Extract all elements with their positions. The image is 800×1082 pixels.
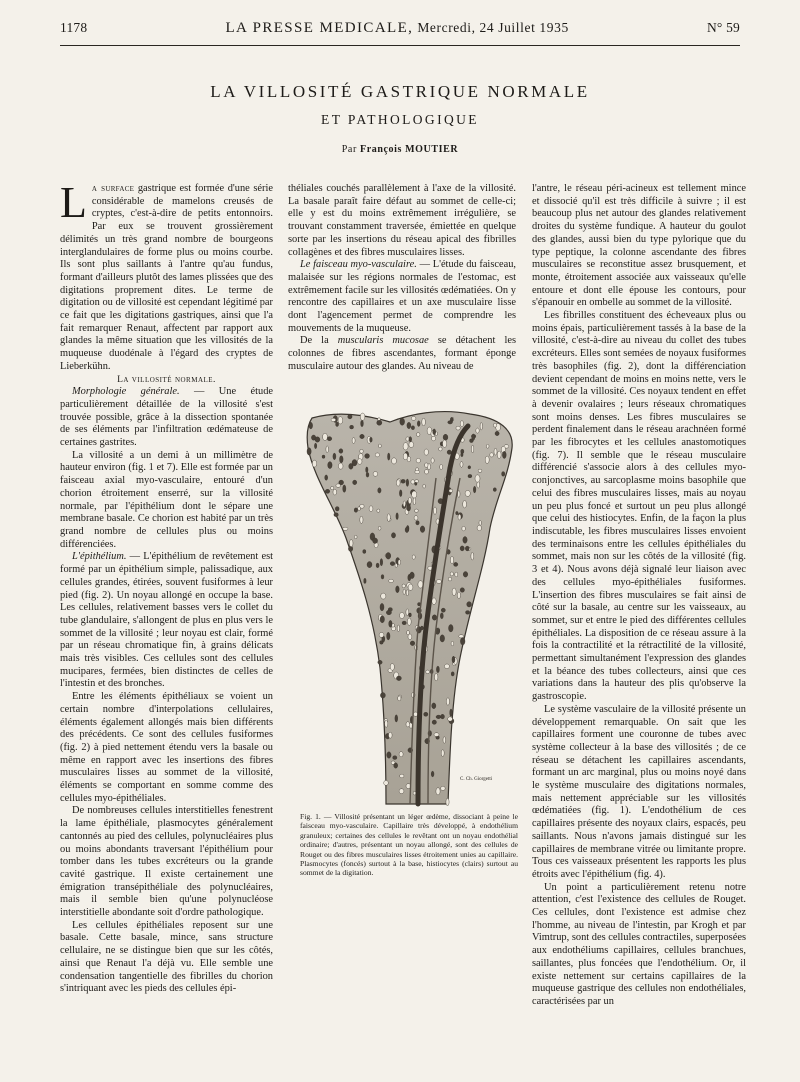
running-header xyxy=(60,20,740,46)
cell-nucleus xyxy=(326,446,329,453)
cell-nucleus xyxy=(370,437,373,442)
paragraph: Morphologie générale. — Une étude particulièrement détaillée de la villosité s'est trouvée possible, grâce à la dissection spontanée de ses éléments par l'infiltration œdémateuse de certaines gastrites. xyxy=(60,386,273,449)
issue-date: Mercredi, 24 Juillet 1935 xyxy=(417,20,569,35)
cell-nucleus xyxy=(439,447,443,451)
cell-nucleus xyxy=(387,752,391,758)
cell-nucleus xyxy=(354,508,357,512)
cell-nucleus xyxy=(450,572,453,576)
cell-nucleus xyxy=(389,732,393,738)
cell-nucleus xyxy=(502,451,506,458)
cell-nucleus xyxy=(409,442,414,448)
cell-nucleus xyxy=(460,588,464,593)
cell-nucleus xyxy=(406,479,409,486)
cell-nucleus xyxy=(325,489,330,493)
cell-nucleus xyxy=(435,673,438,680)
cell-nucleus xyxy=(463,537,467,544)
cell-nucleus xyxy=(331,418,336,421)
cell-nucleus xyxy=(390,664,394,671)
paragraph: Le système vasculaire de la villosité présente un développement remarquable. On sait que les capillaires forment une couronne de tubes avec système collecteur à la base des villosités ; de ce réseau se détachent les capillaires ascendants, formant un arc marginal, plus ou moins noyé dans le système musculaire des digitations normales, mais nettement appréciable sur les villosités œdématiées (fig. 1). L'endothélium de ces capillaires présente des noyaux clairs, espacés, peu saillants. Nous n'avons jamais distingué sur les capillaires de membrane vitrée ou limitante propre. Tous ces vaisseaux présentent les rapports les plus étroits avec l'épithélium (fig. 4). xyxy=(532,703,746,880)
cell-nucleus xyxy=(385,720,388,727)
cell-nucleus xyxy=(460,638,465,645)
cell-nucleus xyxy=(333,489,337,495)
cell-nucleus xyxy=(361,420,364,426)
cell-nucleus xyxy=(432,436,436,441)
cell-nucleus xyxy=(450,556,453,563)
cell-nucleus xyxy=(441,750,444,757)
cell-nucleus xyxy=(434,733,439,737)
cell-nucleus xyxy=(448,577,451,581)
cell-nucleus xyxy=(327,437,332,441)
cell-nucleus xyxy=(471,552,474,560)
cell-nucleus xyxy=(315,437,320,442)
cell-nucleus xyxy=(394,763,398,768)
cell-nucleus xyxy=(452,656,455,663)
cell-nucleus xyxy=(373,472,378,477)
cell-nucleus xyxy=(446,798,449,805)
cell-nucleus xyxy=(475,475,480,482)
cell-nucleus xyxy=(466,611,470,615)
cell-nucleus xyxy=(417,421,420,427)
cell-nucleus xyxy=(358,507,361,511)
cell-nucleus xyxy=(396,480,400,486)
author-name: François MOUTIER xyxy=(360,144,459,155)
cell-nucleus xyxy=(460,546,464,551)
cell-nucleus xyxy=(497,451,501,458)
cell-nucleus xyxy=(465,490,470,496)
cell-nucleus xyxy=(399,789,404,794)
cell-nucleus xyxy=(353,480,357,485)
illustrator-signature: C. Ch. Giorgetti xyxy=(460,777,493,782)
cell-nucleus xyxy=(367,562,372,568)
cell-nucleus xyxy=(387,632,390,640)
cell-nucleus xyxy=(375,453,379,457)
cell-nucleus xyxy=(325,475,328,480)
cell-nucleus xyxy=(479,521,481,526)
cell-nucleus xyxy=(406,722,410,727)
cell-nucleus xyxy=(457,592,460,599)
cell-nucleus xyxy=(397,625,399,632)
cell-nucleus xyxy=(373,538,378,544)
cell-nucleus xyxy=(444,664,449,669)
cell-nucleus xyxy=(410,572,415,579)
cell-nucleus xyxy=(399,490,402,497)
cell-nucleus xyxy=(480,423,482,430)
cell-nucleus xyxy=(378,660,382,664)
cell-nucleus xyxy=(441,786,446,790)
cell-nucleus xyxy=(416,433,420,437)
cell-nucleus xyxy=(432,720,436,724)
cell-nucleus xyxy=(400,612,405,618)
cell-nucleus xyxy=(340,456,344,463)
cell-nucleus xyxy=(415,470,420,473)
cell-nucleus xyxy=(406,590,408,596)
cell-nucleus xyxy=(381,575,384,579)
cell-nucleus xyxy=(322,455,325,458)
figure-caption: Fig. 1. — Villosité présentant un léger œdème, dissociant à peine le faisceau myo-vasculaire. Capillaire très développé, à endothélium granuleux; certaines des cellules le revêtant ont un noyau endothélial ordinaire; d'autres, présentant un noyau allongé, sont des cellules de Rouget ou des fibres musculaires lisses étroitement unies au capillaire. Plasmocytes (foncés) surtout à la base, histiocytes (clairs) surtout au sommet de la digitation. xyxy=(300,812,518,878)
cell-nucleus xyxy=(423,484,426,488)
cell-nucleus xyxy=(436,666,439,673)
paragraph: Entre les éléments épithéliaux se voient un certain nombre d'interpolations cellulaires, éléments également allongés mais bien différents des précédents. Ce sont des cellules fusiformes (fig. 2) à pied nettement étendu vers la basale ou même en rapport avec les insertions des fibres musculaires lisses au sommet de la villosité, éléments se comportant en somme comme des cellules myo-épithéliales. xyxy=(60,691,273,804)
cell-nucleus xyxy=(412,555,415,559)
cell-nucleus xyxy=(366,473,369,478)
cell-nucleus xyxy=(349,540,353,547)
paragraph: La villosité a un demi à un millimètre de hauteur environ (fig. 1 et 7). Elle est formée par un faisceau axial myo-vasculaire, entouré d'un chorion étroitement enserré, sur la villosité normale, par l'épithélium dont le sépare une membrane basale. Ce chorion est habité par un très grand nombre de cellules plus ou moins différenciées. xyxy=(60,449,273,550)
cell-nucleus xyxy=(432,598,436,605)
cell-nucleus xyxy=(403,501,405,507)
cell-nucleus xyxy=(452,588,456,595)
cell-nucleus xyxy=(389,579,394,582)
journal-name: LA PRESSE MEDICALE, xyxy=(225,20,414,36)
cell-nucleus xyxy=(477,525,481,531)
cell-nucleus xyxy=(328,462,332,469)
cell-nucleus xyxy=(307,448,311,455)
section-heading: La villosité normale. xyxy=(117,374,216,385)
cell-nucleus xyxy=(416,521,419,525)
cell-nucleus xyxy=(463,500,467,508)
cell-nucleus xyxy=(403,443,408,450)
cell-nucleus xyxy=(309,422,313,429)
cell-nucleus xyxy=(387,514,390,522)
column-2 xyxy=(288,183,516,374)
cell-nucleus xyxy=(441,608,445,612)
cell-nucleus xyxy=(476,428,479,433)
cell-nucleus xyxy=(386,610,391,615)
villosity-drawing xyxy=(300,408,518,812)
cell-nucleus xyxy=(314,443,316,449)
cell-nucleus xyxy=(369,506,373,512)
cell-nucleus xyxy=(380,559,383,566)
cell-nucleus xyxy=(411,416,416,420)
cell-nucleus xyxy=(395,715,398,722)
cell-nucleus xyxy=(384,780,389,785)
cell-nucleus xyxy=(389,620,392,627)
article-subtitle: ET PATHOLOGIQUE xyxy=(321,112,479,127)
cell-nucleus xyxy=(468,466,471,469)
cell-nucleus xyxy=(360,413,365,420)
cell-nucleus xyxy=(388,453,390,460)
cell-nucleus xyxy=(352,438,355,444)
cell-nucleus xyxy=(393,756,397,760)
cell-nucleus xyxy=(380,603,384,610)
page-number: 1178 xyxy=(60,20,88,35)
cell-nucleus xyxy=(440,635,445,642)
cell-nucleus xyxy=(434,507,437,514)
cell-nucleus xyxy=(416,458,420,463)
cell-nucleus xyxy=(403,589,405,594)
cell-nucleus xyxy=(323,433,328,440)
cell-nucleus xyxy=(443,440,447,448)
cell-nucleus xyxy=(468,474,472,477)
cell-nucleus xyxy=(477,482,480,489)
cell-nucleus xyxy=(456,426,460,430)
cell-nucleus xyxy=(407,505,411,511)
article-title: LA VILLOSITÉ GASTRIQUE NORMALE xyxy=(210,82,590,101)
cell-nucleus xyxy=(386,553,391,560)
cell-nucleus xyxy=(448,421,453,424)
cell-nucleus xyxy=(312,460,316,467)
cell-nucleus xyxy=(426,670,430,674)
paragraph: Les cellules épithéliales reposent sur une basale. Cette basale, mince, sans structure cellulaire, ne se distingue bien que sur les côtés, ainsi que Renaut l'a déjà vu. Elle semble une condensation tangentielle des fibrilles du chorion s'intriquant avec les pieds des cellules épi- xyxy=(60,919,273,995)
cell-nucleus xyxy=(379,444,382,448)
cell-nucleus xyxy=(443,434,448,440)
cell-nucleus xyxy=(440,464,443,469)
cell-nucleus xyxy=(443,737,446,744)
cell-nucleus xyxy=(399,752,403,757)
byline-prefix: Par xyxy=(341,144,357,155)
cell-nucleus xyxy=(357,459,362,465)
cell-nucleus xyxy=(363,550,366,554)
cell-nucleus xyxy=(467,602,472,607)
cell-nucleus xyxy=(493,488,496,492)
cell-nucleus xyxy=(360,434,365,438)
cell-nucleus xyxy=(441,714,445,719)
cell-nucleus xyxy=(381,593,386,599)
cell-nucleus xyxy=(412,491,417,498)
cell-nucleus xyxy=(402,584,405,588)
cell-nucleus xyxy=(455,572,458,577)
cell-nucleus xyxy=(348,415,352,419)
cell-nucleus xyxy=(436,580,441,584)
cell-nucleus xyxy=(450,709,453,716)
cell-nucleus xyxy=(449,625,454,632)
cell-nucleus xyxy=(449,489,453,492)
journal-masthead xyxy=(225,20,568,37)
cell-nucleus xyxy=(409,437,412,442)
cell-nucleus xyxy=(380,693,385,699)
cell-nucleus xyxy=(409,613,412,617)
cell-nucleus xyxy=(403,453,407,460)
cell-nucleus xyxy=(364,578,366,583)
paragraph: Le faisceau myo-vasculaire. — L'étude du faisceau, malaisée sur les régions normales de l'estomac, est extrêmement facile sur les villosités œdématiées. On y rencontre des capillaires et un axe musculaire lisse dont l'agencement permet de comprendre les mouvements de la muqueuse. xyxy=(288,259,516,334)
cell-nucleus xyxy=(448,717,453,721)
paragraph: L'épithélium. — L'épithélium de revêtement est formé par un épithélium simple, palissadique, aux cellules grandes, étirées, souvent fusiformes à leur pied (fig. 2). Un noyau allongé en occupe la base. Les cellules, relativement basses vers le collet du tube glandulaire, s'allongent de plus en plus vers le sommet de la villosité ; leur noyau est clair, formé par un réseau chromatique fin, à grains délicats mais très visibles. Ces cellules sont des cellules mucipares, fermées, bien distinctes de celles de l'intestin et des bronches. xyxy=(60,551,273,690)
cell-nucleus xyxy=(446,698,449,705)
cell-nucleus xyxy=(402,621,406,625)
cell-nucleus xyxy=(378,488,381,493)
cell-nucleus xyxy=(451,641,454,645)
cell-nucleus xyxy=(486,444,489,448)
cell-nucleus xyxy=(422,418,426,426)
cell-nucleus xyxy=(454,562,458,566)
cell-nucleus xyxy=(425,470,429,474)
cell-nucleus xyxy=(366,467,368,473)
cell-nucleus xyxy=(401,479,405,483)
cell-nucleus xyxy=(408,634,412,640)
paragraph: De nombreuses cellules interstitielles fenestrent la lame épithéliale, plasmocytes généralement cantonnés au pied des cellules, polynucléaires plus ou moins abondants traversant l'épithélium pour tomber dans les tubes excréteurs ou la grande cavité gastrique. Il existe certainement une émigration transépithéliale des polynucléaires, mais il semble bien qu'une polynucléose interstitielle abondante soit d'ordre pathologique. xyxy=(60,805,273,919)
cell-nucleus xyxy=(398,560,401,565)
cell-nucleus xyxy=(413,498,416,505)
cell-nucleus xyxy=(472,434,475,441)
cell-nucleus xyxy=(343,485,346,492)
column-3 xyxy=(532,183,746,1009)
cell-nucleus xyxy=(407,618,411,625)
cell-nucleus xyxy=(411,426,414,430)
cell-nucleus xyxy=(336,484,341,487)
cell-nucleus xyxy=(335,507,339,511)
cell-nucleus xyxy=(415,509,419,512)
cell-nucleus xyxy=(406,609,409,616)
byline xyxy=(60,144,740,155)
cell-nucleus xyxy=(336,422,339,426)
cell-nucleus xyxy=(493,423,496,427)
cell-nucleus xyxy=(377,509,380,512)
cell-nucleus xyxy=(460,421,463,427)
cell-nucleus xyxy=(432,615,437,620)
paragraph: Les fibrilles constituent des écheveaux plus ou moins épais, particulièrement tassés à la base de la villosité, c'est-à-dire au niveau du collet des tubes excréteurs. Elles sont semées de noyaux fusiformes très basophiles (fig. 2), dont la différenciation devient cependant de moins en moins nette, vers le sommet de la villosité. Ces noyaux tendent en effet à devenir ovalaires ; leurs réseaux chromatiques sont moins denses. Les fibres musculaires se perdent finalement dans le réseau arachnéen formé par les fibrocytes et les cellules anastomotiques (fig. 7). Il semble que le réseau musculaire différencié s'associe alors à des cellules myo-conjonctives, au sarcoplasme moins basophile que celui des fibres musculaires lisses, mais au noyau un peu plus foncé et surtout un peu plus allongé que celui des histiocytes. Enfin, de la façon la plus indiscutable, les fibres musculaires lisses envoient des terminaisons entre les cellules épithéliales du sommet, mais non sur les côtés de la villosité (fig. 3 et 4). Nous avons déjà signalé leur liaison avec des cellules myo-épithéliales fusiformes. L'insertion des fibres musculaires se fait ainsi de côté sur la basale, au centre sur les vaisseaux, au sommet, sur et entre le pied des différentes cellules épithéliales. La disposition de ce réseau assure à la fois la contractilité et la rétractilité de la villosité, permettant simultanément l'expression des glandes et la béance des tubes collecteurs, ainsi que ces variations dans la hauteur des plis qu'observe la gastroscopie. xyxy=(532,310,746,703)
cell-nucleus xyxy=(440,613,443,619)
cell-nucleus xyxy=(431,458,434,463)
issue-number: N° 59 xyxy=(706,20,740,35)
cell-nucleus xyxy=(462,526,465,531)
cell-nucleus xyxy=(378,526,381,530)
cell-nucleus xyxy=(408,497,411,503)
cell-nucleus xyxy=(334,513,338,517)
cell-nucleus xyxy=(490,453,494,457)
cell-nucleus xyxy=(400,774,404,778)
cell-nucleus xyxy=(451,672,454,676)
cell-nucleus xyxy=(352,460,357,466)
cell-nucleus xyxy=(333,453,336,460)
cell-nucleus xyxy=(436,788,440,795)
paragraph: La surface gastrique est formée d'une série considérable de mamelons creusés de cryptes, c'est-à-dire de petits entonnoirs. Par eux se trouvent grossièrement délimités un très grand nombre de bourgeons interglandulaires de forme plus ou moins courbe. Ils sont plus saillants à l'antre qu'au fundus, formant d'ailleurs plutôt des lames plissées que des digitations proprement dites. Le terme de digitation ou de villosité est cependant légitimé par ce fait que les digitations gastriques, ainsi que l'a fait remarquer Renaut, affectent par rapport aux glandes la même situation que les villosités de la muqueuse duodénale à l'égard des cryptes de Lieberkühn. xyxy=(60,178,273,372)
cell-nucleus xyxy=(424,712,428,716)
cell-nucleus xyxy=(391,533,395,538)
cell-nucleus xyxy=(447,450,451,454)
cell-nucleus xyxy=(431,771,434,777)
cell-nucleus xyxy=(338,417,343,424)
cell-nucleus xyxy=(390,562,395,566)
cell-nucleus xyxy=(485,456,489,463)
cell-nucleus xyxy=(331,486,334,489)
cell-nucleus xyxy=(396,513,398,520)
cell-nucleus xyxy=(494,448,497,455)
cell-nucleus xyxy=(436,715,441,719)
cell-nucleus xyxy=(471,445,473,453)
cell-nucleus xyxy=(421,626,424,630)
cell-nucleus xyxy=(478,469,482,472)
cell-nucleus xyxy=(405,527,409,533)
cell-nucleus xyxy=(425,463,428,467)
cell-nucleus xyxy=(460,462,463,468)
drop-cap: L xyxy=(60,178,87,227)
cell-nucleus xyxy=(379,632,384,637)
column-1 xyxy=(60,178,273,996)
paragraph: Un point a particulièrement retenu notre attention, c'est l'existence des cellules de Rouget. Ces cellules, dont l'existence est admise chez l'homme, au niveau de l'intestin, par Krogh et par Vimtrup, sont des cellules contractiles, superposées aux endothéliums capillaires, cellules branchues, saillantes, plus foncées que l'endothélium. Or, il existe nettement sur certains capillaires de la muqueuse gastrique des cellules non endothéliales, caractérisées par un xyxy=(532,881,746,1007)
cell-nucleus xyxy=(495,431,499,435)
cell-nucleus xyxy=(411,480,415,484)
cell-nucleus xyxy=(420,526,425,533)
paragraph: De la muscularis mucosae se détachent les colonnes de fibres ascendantes, formant éponge musculaire autour des glandes. Au niveau de xyxy=(288,335,516,372)
cell-nucleus xyxy=(360,516,363,523)
cell-nucleus xyxy=(465,546,469,551)
cell-nucleus xyxy=(502,472,505,477)
cell-nucleus xyxy=(398,696,401,701)
cell-nucleus xyxy=(461,453,463,457)
cell-nucleus xyxy=(395,563,397,567)
cell-nucleus xyxy=(354,535,357,538)
cell-nucleus xyxy=(338,463,343,469)
cell-nucleus xyxy=(458,514,461,520)
cell-nucleus xyxy=(380,616,384,623)
cell-nucleus xyxy=(377,420,382,425)
cell-nucleus xyxy=(343,527,348,530)
cell-nucleus xyxy=(339,449,343,454)
paragraph: l'antre, le réseau péri-acineux est tellement mince et dissocié qu'il est très difficile à suivre ; il est beaucoup plus net autour des glandes relativement droites du système fundique. A hauteur du goulot des glandes, aussi bien du type pylorique que du type peptique, la colonne ascendante des fibres musculaires se reconstitue assez brusquement, et monte, étroitement associée aux vaisseaux qu'elle entoure et dont elle épouse les contours, pour s'épanouir en ombelle au sommet de la villosité. xyxy=(532,183,746,309)
cell-nucleus xyxy=(408,584,413,590)
figure-villosity-illustration xyxy=(300,408,518,812)
cell-nucleus xyxy=(463,572,468,578)
cell-nucleus xyxy=(400,418,405,425)
cell-nucleus xyxy=(376,563,379,568)
cell-nucleus xyxy=(415,482,417,485)
cell-nucleus xyxy=(365,454,370,459)
cell-nucleus xyxy=(350,425,354,429)
cell-nucleus xyxy=(456,511,459,514)
cell-nucleus xyxy=(414,516,418,520)
cell-nucleus xyxy=(432,703,436,709)
cell-nucleus xyxy=(410,641,415,646)
cell-nucleus xyxy=(473,486,476,493)
cell-nucleus xyxy=(392,458,397,464)
cell-nucleus xyxy=(396,586,400,593)
cell-nucleus xyxy=(407,422,411,428)
cell-nucleus xyxy=(360,449,364,453)
cell-nucleus xyxy=(424,449,428,455)
paragraph: théliales couchés parallèlement à l'axe de la villosité. La basale paraît faire défaut au sommet de celle-ci; elle y est du moins extrêmement irrégulière, se trouvant constamment traversée, émiettée en quelque sorte par les insertions du réseau apical des fibrilles collagènes et des fibres musculaires lisses. xyxy=(288,183,516,258)
cell-nucleus xyxy=(396,676,401,681)
cell-nucleus xyxy=(433,429,436,435)
